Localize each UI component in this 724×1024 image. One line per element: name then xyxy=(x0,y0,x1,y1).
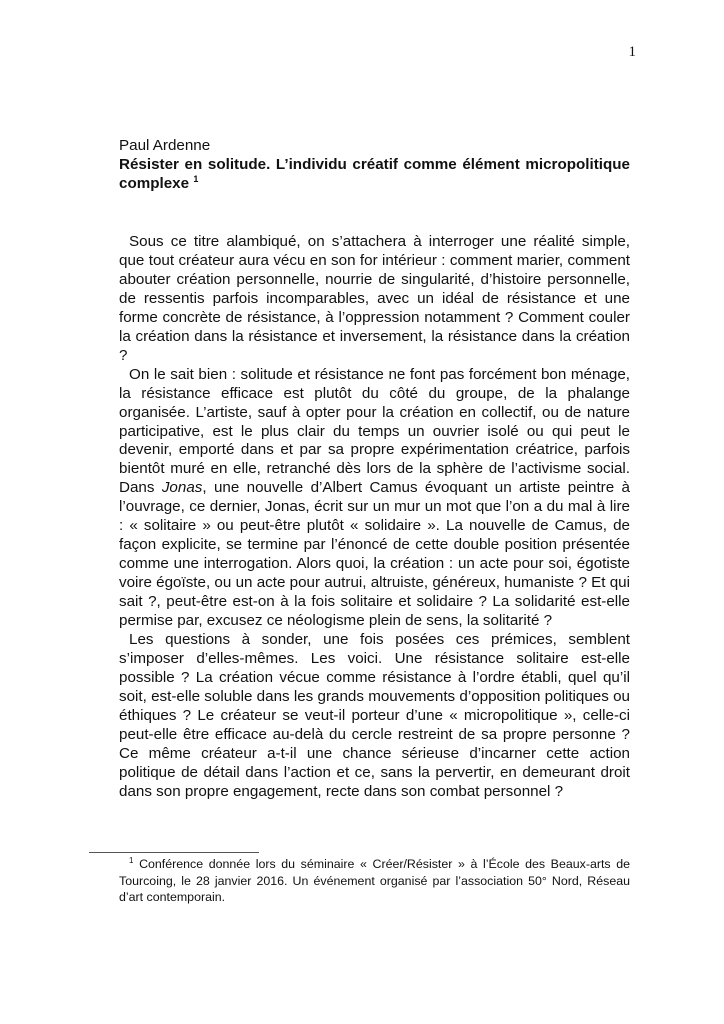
article-title xyxy=(119,155,630,193)
article xyxy=(119,136,630,802)
page-number: 1 xyxy=(628,44,636,60)
paragraph-text: , une nouvelle d’Albert Camus évoquant un artiste peintre à l’ouvrage, ce dernier, Jonas, écrit sur un mur un mot que l’on a du mal à lire : « solitaire » ou peut-être plutôt « solidaire ». La nouvelle de Camus, de façon explicite, se termine par l’énoncé de cette double position présentée comme une interrogation. Alors quoi, la création : un acte pour soi, égotiste voire égoïste, ou un acte pour autrui, altruiste, généreux, humaniste ? Et qui sait ?, peut-être est-on à la fois solitaire et solidaire ? La solidarité est-elle permise par, excusez ce néologisme plein de sens, la solitarité ? xyxy=(119,479,630,630)
paragraph-text: On le sait bien : solitude et résistance ne font pas forcément bon ménage, la résistance efficace est plutôt du côté du groupe, de la phalange organisée. L’artiste, sauf à opter pour la création en collectif, ou de nature participative, est le plus clair du temps un ouvrier isolé ou qui peut le devenir, emporté dans et par sa propre expérimentation créatrice, parfois bientôt muré en elle, retranché dès lors de la sphère de l’activisme social. Dans xyxy=(119,365,630,497)
title-footnote-ref: 1 xyxy=(193,173,199,184)
footnote-text: Conférence donnée lors du séminaire « Créer/Résister » à l’École des Beaux-arts de Tourcoing, le 28 janvier 2016. Un événement organisé par l’association 50° Nord, Réseau d’art contemporain. xyxy=(119,857,630,904)
italic-work-title: Jonas xyxy=(161,479,203,497)
title-text: Résister en solitude. L’individu créatif comme élément micropolitique complexe xyxy=(119,156,630,192)
footnote-number: 1 xyxy=(129,855,134,865)
paragraph: Sous ce titre alambiqué, on s’attachera à interroger une réalité simple, que tout créateur aura vécu en son for intérieur : comment marier, comment abouter création personnelle, nourrie de singularité, d’histoire personnelle, de ressentis parfois incomparables, avec un idéal de résistance et une forme concrète de résistance, à l’oppression notamment ? Comment couler la création dans la résistance et inversement, la résistance dans la création ? xyxy=(119,233,630,364)
paragraph xyxy=(119,366,630,631)
footnote-separator xyxy=(89,852,259,853)
footnote-paragraph xyxy=(119,856,630,906)
footnote xyxy=(119,856,630,906)
paragraph: Les questions à sonder, une fois posées ces prémices, semblent s’imposer d’elles-mêmes. Les voici. Une résistance solitaire est-elle possible ? La création vécue comme résistance à l’ordre établi, quel qu’il soit, est-elle soluble dans les grands mouvements d’opposition politiques ou éthiques ? Le créateur se veut-il porteur d’une « micropolitique », celle-ci peut-elle être efficace au-delà du cercle restreint de sa propre personne ? Ce même créateur a-t-il une chance sérieuse d’incarner cette action politique de détail dans l’action et ce, sans la pervertir, en demeurant droit dans son propre engagement, recte dans son combat personnel ? xyxy=(119,631,630,800)
body-text xyxy=(119,233,630,802)
author-name: Paul Ardenne xyxy=(119,137,211,154)
